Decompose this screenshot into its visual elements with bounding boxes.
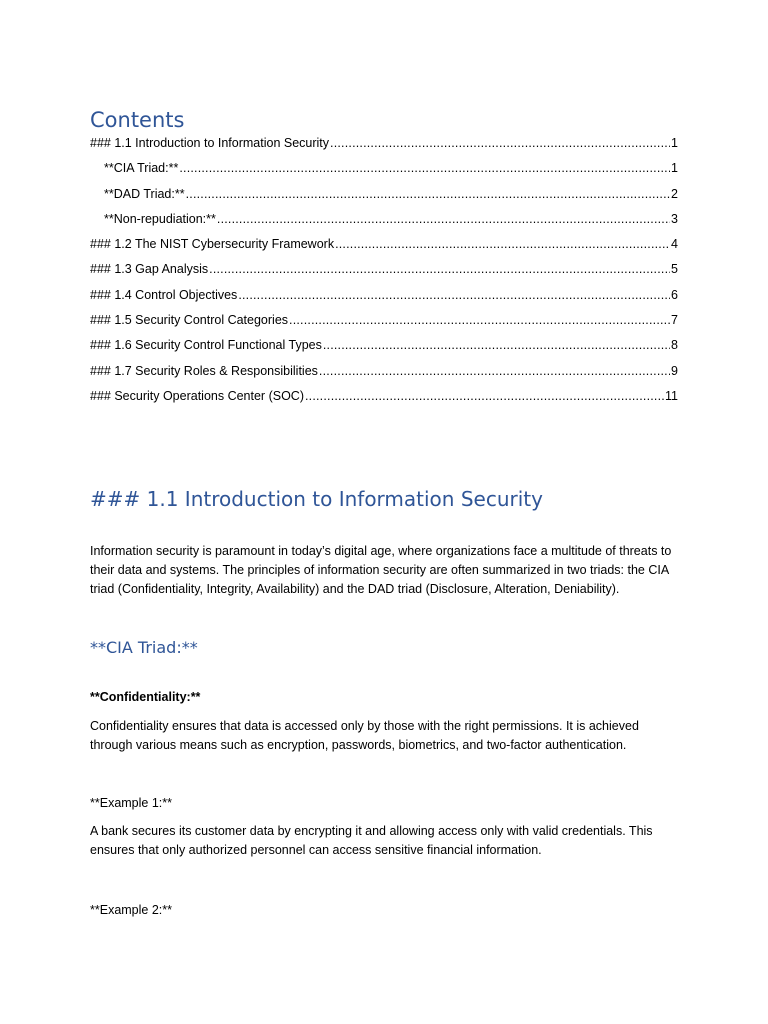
toc-entry-label: ### 1.7 Security Roles & Responsibilities [90, 363, 318, 378]
toc-entry[interactable] [90, 385, 678, 410]
toc-leader-dots [323, 334, 670, 356]
toc-leader-dots [330, 132, 670, 154]
toc-entry-page-number: 11 [665, 388, 678, 403]
toc-entry[interactable] [90, 157, 678, 182]
toc-entry[interactable] [90, 208, 678, 233]
toc-entry-page-number: 3 [671, 211, 678, 226]
toc-entry-page-number: 7 [671, 313, 678, 328]
toc-leader-dots [209, 258, 670, 280]
toc-leader-dots [179, 157, 670, 179]
toc-leader-dots [217, 208, 670, 230]
toc-entry[interactable] [90, 183, 678, 208]
toc-entry-label: **CIA Triad:** [104, 161, 179, 176]
toc-entry-page-number: 4 [671, 237, 678, 252]
toc-leader-dots [335, 233, 670, 255]
toc-entry[interactable] [90, 334, 678, 359]
toc-entry-page-number: 1 [671, 136, 678, 150]
toc-entry-page-number: 5 [671, 262, 678, 277]
toc-title: Contents [90, 108, 185, 132]
toc-entry-label: **DAD Triad:** [104, 186, 185, 201]
example-1-label: **Example 1:** [90, 796, 172, 810]
toc-leader-dots [319, 360, 670, 382]
toc-leader-dots [238, 284, 670, 306]
toc-entry-label: ### 1.3 Gap Analysis [90, 262, 209, 277]
toc-entry-label: ### 1.1 Introduction to Information Security [90, 136, 330, 150]
toc-entry[interactable] [90, 360, 678, 385]
toc-entry[interactable] [90, 309, 678, 334]
toc-leader-dots [289, 309, 670, 331]
toc-entry-label: ### 1.2 The NIST Cybersecurity Framework [90, 237, 335, 252]
toc-entry-label: **Non-repudiation:** [104, 211, 216, 226]
toc-entry-page-number: 6 [671, 287, 678, 302]
toc-entry[interactable] [90, 233, 678, 258]
toc-entry-label: ### 1.5 Security Control Categories [90, 313, 289, 328]
toc-entry-page-number: 9 [671, 363, 678, 378]
toc-entry[interactable] [90, 284, 678, 309]
toc-entry-page-number: 8 [671, 338, 678, 353]
toc-entry-label: ### 1.4 Control Objectives [90, 287, 238, 302]
toc-entry[interactable] [90, 258, 678, 283]
toc-leader-dots [305, 385, 664, 407]
toc-entry-page-number: 2 [671, 186, 678, 201]
table-of-contents [90, 132, 678, 410]
toc-entry-page-number: 1 [671, 161, 678, 176]
section-heading: ### 1.1 Introduction to Information Security [90, 487, 543, 511]
confidentiality-paragraph: Confidentiality ensures that data is accessed only by those with the right permissions. It is achieved through various means such as encryption, passwords, biometrics, and two-factor authentication. [90, 719, 639, 752]
confidentiality-heading: **Confidentiality:** [90, 690, 201, 704]
example-1-paragraph: A bank secures its customer data by encrypting it and allowing access only with valid credentials. This ensures that only authorized personnel can access sensitive financial information. [90, 824, 653, 857]
toc-entry[interactable] [90, 132, 678, 157]
toc-entry-label: ### 1.6 Security Control Functional Types [90, 338, 322, 353]
cia-triad-heading: **CIA Triad:** [90, 638, 198, 657]
example-2-label: **Example 2:** [90, 903, 172, 917]
toc-leader-dots [186, 183, 670, 205]
intro-paragraph: Information security is paramount in today’s digital age, where organizations face a multitude of threats to their data and systems. The principles of information security are often summarized in two triads: the CIA triad (Confidentiality, Integrity, Availability) and the DAD triad (Disclosure, Alteration, Deniability). [90, 544, 672, 596]
toc-entry-label: ### Security Operations Center (SOC) [90, 388, 304, 403]
